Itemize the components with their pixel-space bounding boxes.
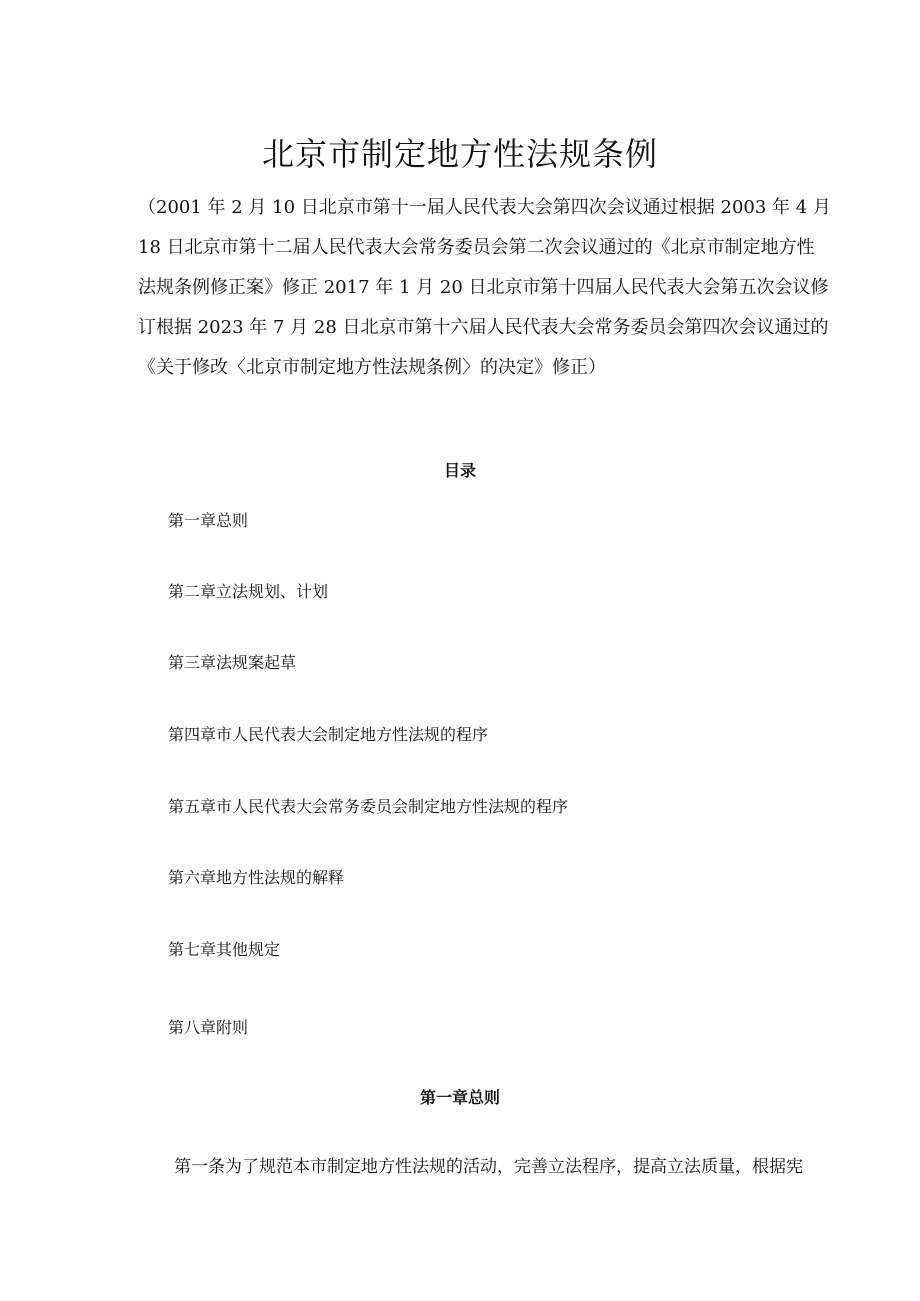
toc-item-chapter-8[interactable]: 第八章附则 (168, 1018, 249, 1037)
toc-item-chapter-4[interactable]: 第四章市人民代表大会制定地方性法规的程序 (168, 725, 489, 744)
toc-item-chapter-5[interactable]: 第五章市人民代表大会常务委员会制定地方性法规的程序 (168, 797, 569, 816)
toc-item-chapter-1[interactable]: 第一章总则 (168, 511, 249, 530)
chapter-heading: 第一章总则 (419, 1088, 500, 1107)
amendment-line: 法规条例修正案》修正 2017 年 1 月 20 日北京市第十四届人民代表大会第五次会议修 (138, 277, 829, 298)
amendment-line: 订根据 2023 年 7 月 28 日北京市第十六届人民代表大会常务委员会第四次会议通过的 (138, 317, 829, 338)
toc-heading: 目录 (443, 461, 476, 480)
document-title: 北京市制定地方性法规条例 (261, 135, 658, 173)
toc-item-chapter-3[interactable]: 第三章法规案起草 (168, 653, 297, 672)
toc-item-chapter-2[interactable]: 第二章立法规划、计划 (168, 582, 329, 601)
amendment-line: （2001 年 2 月 10 日北京市第十一届人民代表大会第四次会议通过根据 2003 年 4 月 (138, 197, 831, 218)
amendment-line: 《关于修改〈北京市制定地方性法规条例〉的决定》修正） (138, 357, 606, 378)
article-paragraph: 第一条为了规范本市制定地方性法规的活动，完善立法程序，提高立法质量，根据宪 (174, 1157, 803, 1177)
toc-item-chapter-7[interactable]: 第七章其他规定 (168, 940, 281, 959)
amendment-history (138, 188, 831, 388)
toc-item-chapter-6[interactable]: 第六章地方性法规的解释 (168, 868, 345, 887)
amendment-line: 18 日北京市第十二届人民代表大会常务委员会第二次会议通过的《北京市制定地方性 (138, 237, 815, 258)
